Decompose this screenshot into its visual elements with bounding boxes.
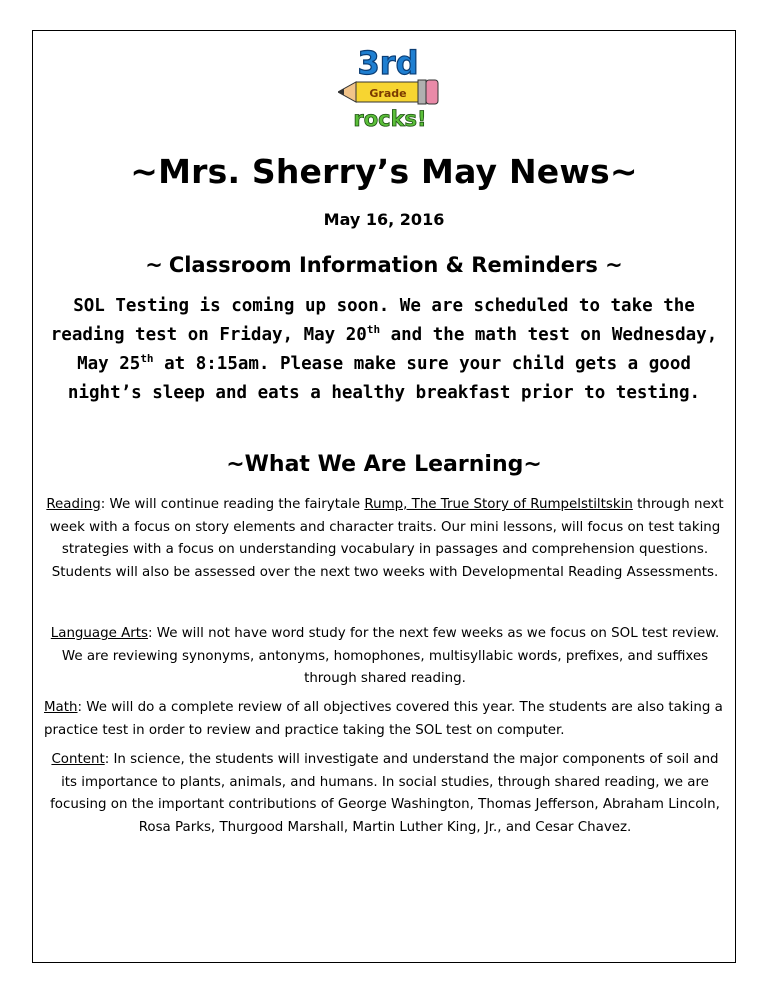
math-label: Math [44, 700, 78, 715]
third-grade-rocks-logo [338, 44, 442, 134]
language-arts-text: : We will not have word study for the next few weeks as we focus on SOL test review. We are reviewing synonyms, antonyms, homophones, multisyllabic words, prefixes, and suffixes through shared reading. [61, 626, 720, 687]
heading-tilde-right: ~ [605, 253, 623, 277]
logo-3rd-text: 3rd [357, 44, 419, 82]
content-section [42, 749, 728, 839]
sol-testing-reminder [44, 292, 724, 408]
reading-intro: : We will continue reading the fairytale [100, 497, 365, 512]
content-label: Content [51, 752, 105, 767]
content-text: : In science, the students will investigate and understand the major components of soil and its importance to plants, animals, and humans. In social studies, through shared reading, we are focusing on the important contributions of George Washington, Thomas Jefferson, Abraham Lincoln, Rosa Parks, Thurgood Marshall, Martin Luther King, Jr., and Cesar Chavez. [50, 752, 720, 835]
logo-grade-text: Grade [369, 87, 407, 100]
logo-rocks-text: rocks! [353, 107, 427, 131]
math-text: : We will do a complete review of all objectives covered this year. The students are also taking a practice test in order to review and practice taking the SOL test on computer. [44, 700, 723, 738]
reminder-part3: at 8:15am. Please make sure your child gets a good night’s sleep and eats a healthy breakfast prior to testing. [67, 354, 701, 403]
language-arts-section [42, 623, 728, 691]
reading-text: through next week with a focus on story elements and character traits. Our mini lessons, will focus on test taking strategies with a focus on understanding vocabulary in passages and comprehension questions. Students will also be assessed over the next two weeks with Developmental Reading Assessments. [49, 497, 724, 580]
reminder-part1: SOL Testing is coming up soon. We are scheduled to take the reading test on Friday, May 20 [50, 296, 695, 345]
heading-text: Classroom Information & Reminders [168, 253, 598, 277]
what-we-are-learning-heading: ~What We Are Learning~ [226, 452, 542, 477]
reading-label: Reading [46, 497, 101, 512]
reminder-part2: and the math test on Wednesday, May 25 [77, 325, 718, 374]
language-arts-label: Language Arts [50, 626, 149, 641]
reminder-sup1: th [366, 323, 381, 337]
reminder-sup2: th [140, 352, 154, 366]
math-section [44, 697, 730, 742]
heading-tilde-left: ~ [145, 253, 163, 277]
classroom-info-heading [0, 253, 768, 277]
pencil-eraser [426, 80, 438, 104]
pencil-band [418, 80, 426, 104]
book-title: Rump, The True Story of Rumpelstiltskin [364, 497, 633, 512]
reading-section [42, 494, 728, 584]
newsletter-date: May 16, 2016 [323, 210, 445, 229]
newsletter-title: ~Mrs. Sherry’s May News~ [130, 152, 638, 191]
